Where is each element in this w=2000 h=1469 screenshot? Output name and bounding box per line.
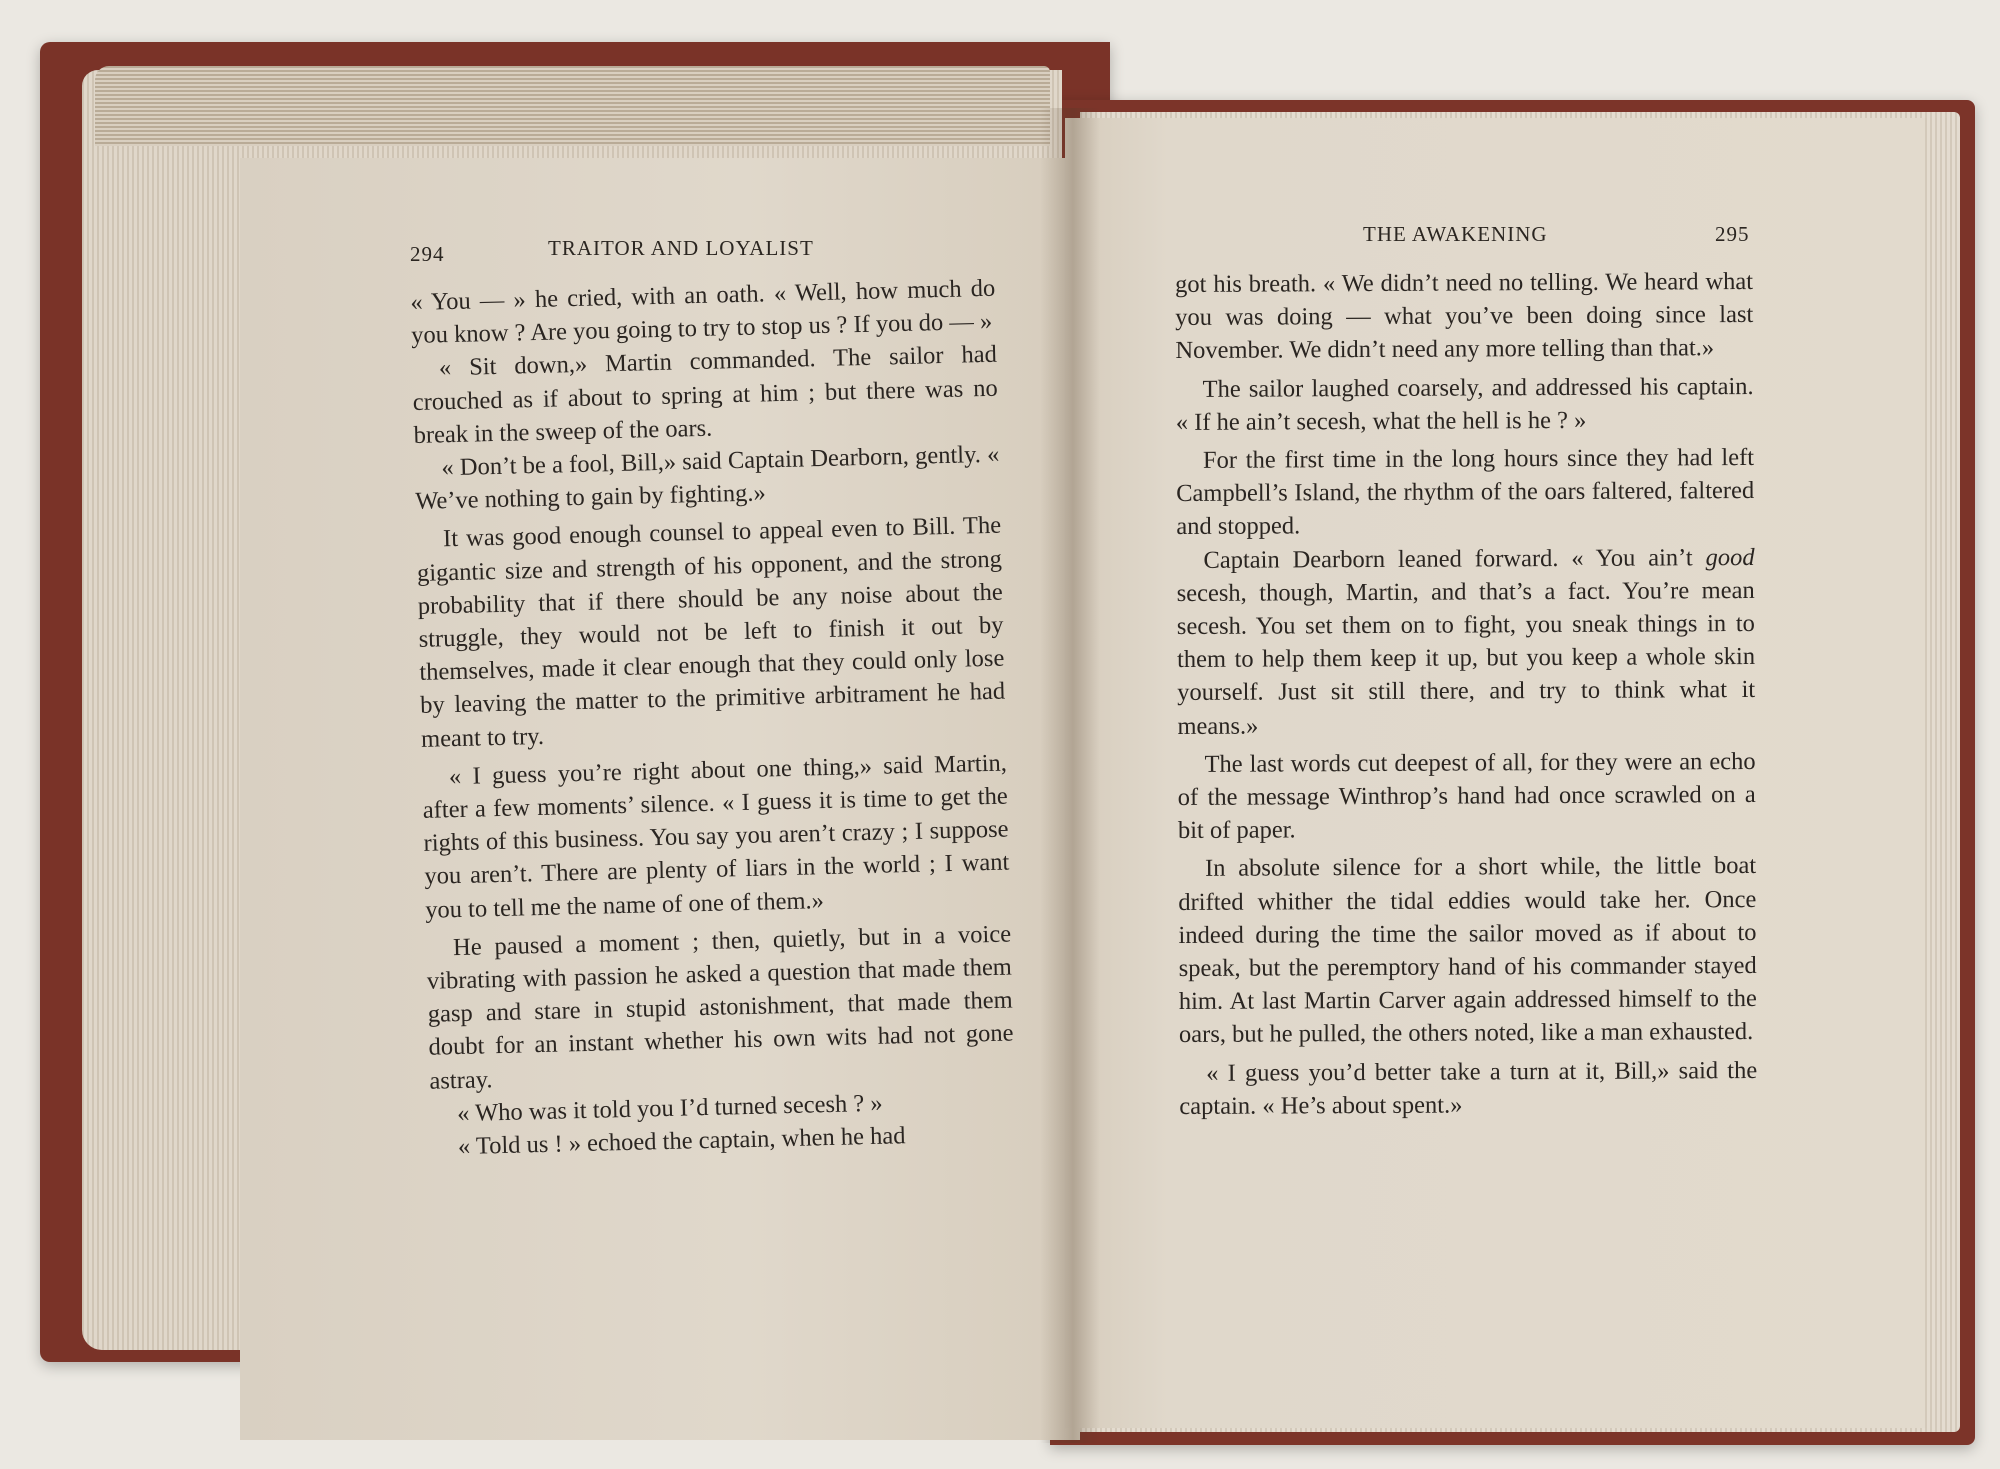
paragraph: « I guess you’d better take a turn at it, Bill,» said the captain. « He’s about spent.»: [1179, 1056, 1758, 1120]
page-number-right: 295: [1715, 222, 1750, 246]
page-number-left: 294: [410, 242, 445, 266]
paragraph: He paused a moment ; then, quietly, but in a voice vibrating with passion he asked a question that made them gasp and stare in stupid astonishment, that made them doubt for an instant whether his own wits had not gone astray.: [426, 920, 1014, 1095]
paragraph: « Told us ! » echoed the captain, when he had: [457, 1122, 906, 1161]
left-page: [240, 158, 1080, 1440]
paragraph: [1176, 541, 1755, 743]
right-page: [1065, 118, 1925, 1428]
paragraph: « Sit down,» Martin commanded. The sailor had crouched as if about to spring at him ; but there was no break in the sweep of the oars.: [412, 341, 998, 449]
paragraph: It was good enough counsel to appeal even to Bill. The gigantic size and strength of his opponent, and the strong probability that if there should be any noise about the struggle, they would not be left to finish it out by themselves, made it clear enough that they could only lose by leaving the matter to the primitive arbitrament he had meant to try.: [416, 512, 1006, 753]
paragraph: « You — » he cried, with an oath. « Well, how much do you know ? Are you going to try to stop us ? If you do — »: [410, 274, 996, 350]
paragraph: « Don’t be a fool, Bill,» said Captain Dearborn, gently. « We’ve nothing to gain by fighting.»: [414, 440, 1000, 516]
running-head-left: TRAITOR AND LOYALIST: [548, 236, 814, 260]
paragraph: In absolute silence for a short while, the little boat drifted whither the tidal eddies would take her. Once indeed during the time the sailor moved as if about to speak, but the peremptory hand of his commander stayed him. At last Martin Carver again addressed himself to the oars, but he pulled, the others noted, like a man exhausted.: [1178, 852, 1757, 1049]
paragraph: got his breath. « We didn’t need no telling. We heard what you was doing — what you’ve been doing since last November. We didn’t need any more telling than that.»: [1175, 267, 1754, 365]
left-page-text: [410, 272, 1016, 1164]
paragraph-text: Captain Dearborn leaned forward. « You ain’t: [1203, 543, 1706, 574]
paragraph: For the first time in the long hours since they had left Campbell’s Island, the rhythm of the oars faltered, faltered and stopped.: [1176, 443, 1755, 541]
paragraph: « Who was it told you I’d turned secesh ? »: [456, 1089, 883, 1127]
paragraph: The sailor laughed coarsely, and addressed his captain. « If he ain’t secesh, what the hell is he ? »: [1175, 372, 1754, 436]
running-head-right: THE AWAKENING: [1363, 222, 1548, 246]
right-page-text: [1175, 265, 1757, 1123]
page-edges-top: [95, 66, 1050, 146]
paragraph-text: secesh, though, Martin, and that’s a fact. You’re mean secesh. You set them on to fight, you sneak things in to them to help them keep it up, but you keep a whole skin yourself. Just sit still there, and try to think what it means.»: [1176, 576, 1756, 740]
book-gutter: [1040, 108, 1100, 1443]
paragraph: The last words cut deepest of all, for they were an echo of the message Winthrop’s hand had once scrawled on a bit of paper.: [1177, 747, 1756, 845]
paragraph: « I guess you’re right about one thing,» said Martin, after a few moments’ silence. « I guess it is time to get the rights of this business. You say you aren’t crazy ; I suppose you aren’t. There are plenty of liars in the world ; I want you to tell me the name of one of them.»: [422, 749, 1010, 924]
italic-word: good: [1705, 543, 1755, 571]
